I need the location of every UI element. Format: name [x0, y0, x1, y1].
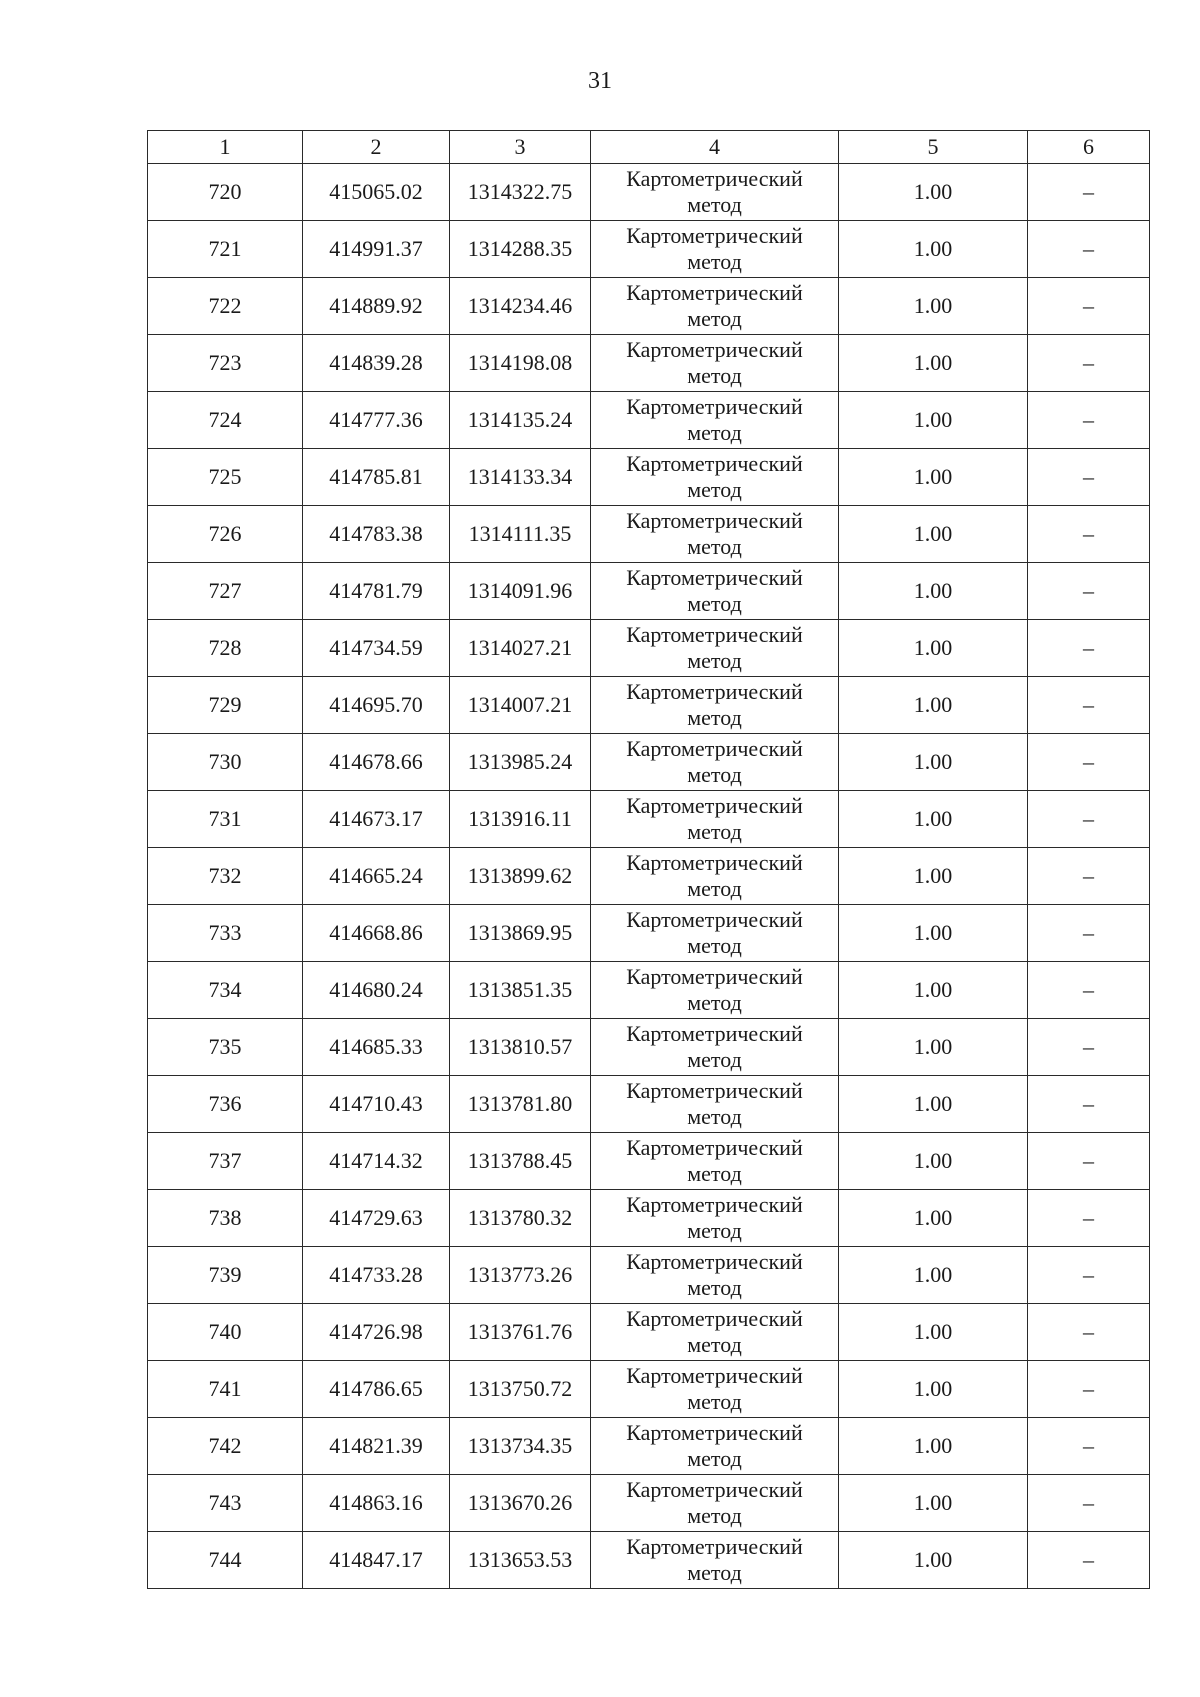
note-cell: –	[1028, 1304, 1150, 1361]
method-line-2: метод	[687, 591, 742, 616]
method-cell	[591, 962, 839, 1019]
method-cell	[591, 620, 839, 677]
note-cell: –	[1028, 1019, 1150, 1076]
y-coordinate-cell: 1313810.57	[450, 1019, 591, 1076]
accuracy-cell: 1.00	[839, 392, 1028, 449]
method-cell	[591, 221, 839, 278]
accuracy-cell: 1.00	[839, 848, 1028, 905]
table-row	[148, 1190, 1150, 1247]
method-line-2: метод	[687, 306, 742, 331]
method-line-2: метод	[687, 819, 742, 844]
y-coordinate-cell: 1313985.24	[450, 734, 591, 791]
method-cell	[591, 278, 839, 335]
method-line-1: Картометрический	[626, 1021, 803, 1046]
header-row	[148, 131, 1150, 164]
y-coordinate-cell: 1314288.35	[450, 221, 591, 278]
method-line-2: метод	[687, 933, 742, 958]
table-row	[148, 905, 1150, 962]
method-line-1: Картометрический	[626, 451, 803, 476]
method-line-1: Картометрический	[626, 223, 803, 248]
method-line-1: Картометрический	[626, 679, 803, 704]
note-cell: –	[1028, 1361, 1150, 1418]
y-coordinate-cell: 1313780.32	[450, 1190, 591, 1247]
note-cell: –	[1028, 335, 1150, 392]
method-cell	[591, 1190, 839, 1247]
y-coordinate-cell: 1314111.35	[450, 506, 591, 563]
x-coordinate-cell: 414863.16	[303, 1475, 450, 1532]
table-row	[148, 620, 1150, 677]
table-row	[148, 335, 1150, 392]
method-line-1: Картометрический	[626, 1078, 803, 1103]
method-line-2: метод	[687, 1047, 742, 1072]
accuracy-cell: 1.00	[839, 734, 1028, 791]
point-number-cell: 743	[148, 1475, 303, 1532]
table-row	[148, 791, 1150, 848]
accuracy-cell: 1.00	[839, 1475, 1028, 1532]
x-coordinate-cell: 414673.17	[303, 791, 450, 848]
point-number-cell: 740	[148, 1304, 303, 1361]
note-cell: –	[1028, 1532, 1150, 1589]
method-cell	[591, 848, 839, 905]
accuracy-cell: 1.00	[839, 164, 1028, 221]
method-line-1: Картометрический	[626, 850, 803, 875]
method-line-2: метод	[687, 990, 742, 1015]
x-coordinate-cell: 414729.63	[303, 1190, 450, 1247]
note-cell: –	[1028, 791, 1150, 848]
method-line-2: метод	[687, 705, 742, 730]
accuracy-cell: 1.00	[839, 335, 1028, 392]
y-coordinate-cell: 1313899.62	[450, 848, 591, 905]
method-cell	[591, 1247, 839, 1304]
point-number-cell: 723	[148, 335, 303, 392]
y-coordinate-cell: 1314027.21	[450, 620, 591, 677]
method-line-1: Картометрический	[626, 1477, 803, 1502]
method-line-2: метод	[687, 1332, 742, 1357]
method-line-2: метод	[687, 1275, 742, 1300]
method-line-2: метод	[687, 363, 742, 388]
x-coordinate-cell: 414991.37	[303, 221, 450, 278]
x-coordinate-cell: 414785.81	[303, 449, 450, 506]
accuracy-cell: 1.00	[839, 1190, 1028, 1247]
y-coordinate-cell: 1313916.11	[450, 791, 591, 848]
accuracy-cell: 1.00	[839, 905, 1028, 962]
method-line-1: Картометрический	[626, 1192, 803, 1217]
x-coordinate-cell: 414685.33	[303, 1019, 450, 1076]
method-line-1: Картометрический	[626, 622, 803, 647]
method-cell	[591, 164, 839, 221]
accuracy-cell: 1.00	[839, 1418, 1028, 1475]
table-row	[148, 506, 1150, 563]
point-number-cell: 727	[148, 563, 303, 620]
accuracy-cell: 1.00	[839, 506, 1028, 563]
x-coordinate-cell: 414668.86	[303, 905, 450, 962]
method-line-1: Картометрический	[626, 337, 803, 362]
y-coordinate-cell: 1314133.34	[450, 449, 591, 506]
point-number-cell: 729	[148, 677, 303, 734]
note-cell: –	[1028, 1190, 1150, 1247]
point-number-cell: 733	[148, 905, 303, 962]
x-coordinate-cell: 414821.39	[303, 1418, 450, 1475]
y-coordinate-cell: 1314135.24	[450, 392, 591, 449]
point-number-cell: 744	[148, 1532, 303, 1589]
method-cell	[591, 1475, 839, 1532]
method-line-2: метод	[687, 477, 742, 502]
method-line-1: Картометрический	[626, 508, 803, 533]
point-number-cell: 732	[148, 848, 303, 905]
header-col-6: 6	[1028, 131, 1150, 164]
accuracy-cell: 1.00	[839, 1133, 1028, 1190]
method-line-2: метод	[687, 648, 742, 673]
note-cell: –	[1028, 392, 1150, 449]
x-coordinate-cell: 414786.65	[303, 1361, 450, 1418]
x-coordinate-cell: 415065.02	[303, 164, 450, 221]
x-coordinate-cell: 414665.24	[303, 848, 450, 905]
y-coordinate-cell: 1314091.96	[450, 563, 591, 620]
method-line-2: метод	[687, 762, 742, 787]
y-coordinate-cell: 1313851.35	[450, 962, 591, 1019]
table-row	[148, 1304, 1150, 1361]
note-cell: –	[1028, 905, 1150, 962]
point-number-cell: 742	[148, 1418, 303, 1475]
note-cell: –	[1028, 1076, 1150, 1133]
method-line-1: Картометрический	[626, 1306, 803, 1331]
note-cell: –	[1028, 1418, 1150, 1475]
y-coordinate-cell: 1314198.08	[450, 335, 591, 392]
y-coordinate-cell: 1314007.21	[450, 677, 591, 734]
method-cell	[591, 506, 839, 563]
y-coordinate-cell: 1313773.26	[450, 1247, 591, 1304]
method-line-1: Картометрический	[626, 1363, 803, 1388]
point-number-cell: 741	[148, 1361, 303, 1418]
method-cell	[591, 563, 839, 620]
table-row	[148, 563, 1150, 620]
table-row	[148, 734, 1150, 791]
note-cell: –	[1028, 962, 1150, 1019]
accuracy-cell: 1.00	[839, 620, 1028, 677]
method-line-2: метод	[687, 1446, 742, 1471]
y-coordinate-cell: 1313653.53	[450, 1532, 591, 1589]
accuracy-cell: 1.00	[839, 962, 1028, 1019]
method-line-1: Картометрический	[626, 736, 803, 761]
x-coordinate-cell: 414695.70	[303, 677, 450, 734]
table-row	[148, 1133, 1150, 1190]
accuracy-cell: 1.00	[839, 1361, 1028, 1418]
note-cell: –	[1028, 1247, 1150, 1304]
coordinates-table	[147, 130, 1150, 1589]
table-header	[148, 131, 1150, 164]
header-col-3: 3	[450, 131, 591, 164]
method-cell	[591, 734, 839, 791]
method-line-1: Картометрический	[626, 1420, 803, 1445]
method-line-1: Картометрический	[626, 793, 803, 818]
x-coordinate-cell: 414781.79	[303, 563, 450, 620]
method-cell	[591, 1304, 839, 1361]
accuracy-cell: 1.00	[839, 1019, 1028, 1076]
header-col-2: 2	[303, 131, 450, 164]
x-coordinate-cell: 414839.28	[303, 335, 450, 392]
method-cell	[591, 1418, 839, 1475]
y-coordinate-cell: 1313761.76	[450, 1304, 591, 1361]
x-coordinate-cell: 414847.17	[303, 1532, 450, 1589]
point-number-cell: 734	[148, 962, 303, 1019]
note-cell: –	[1028, 1133, 1150, 1190]
method-line-1: Картометрический	[626, 1534, 803, 1559]
note-cell: –	[1028, 620, 1150, 677]
note-cell: –	[1028, 506, 1150, 563]
method-line-1: Картометрический	[626, 907, 803, 932]
x-coordinate-cell: 414733.28	[303, 1247, 450, 1304]
method-line-2: метод	[687, 192, 742, 217]
table-row	[148, 1418, 1150, 1475]
method-cell	[591, 791, 839, 848]
method-line-2: метод	[687, 249, 742, 274]
y-coordinate-cell: 1313869.95	[450, 905, 591, 962]
point-number-cell: 724	[148, 392, 303, 449]
header-col-5: 5	[839, 131, 1028, 164]
point-number-cell: 735	[148, 1019, 303, 1076]
point-number-cell: 725	[148, 449, 303, 506]
y-coordinate-cell: 1314322.75	[450, 164, 591, 221]
method-cell	[591, 1532, 839, 1589]
accuracy-cell: 1.00	[839, 1532, 1028, 1589]
y-coordinate-cell: 1313788.45	[450, 1133, 591, 1190]
accuracy-cell: 1.00	[839, 1304, 1028, 1361]
table-row	[148, 278, 1150, 335]
method-line-2: метод	[687, 1503, 742, 1528]
note-cell: –	[1028, 278, 1150, 335]
x-coordinate-cell: 414783.38	[303, 506, 450, 563]
accuracy-cell: 1.00	[839, 278, 1028, 335]
table-row	[148, 221, 1150, 278]
x-coordinate-cell: 414777.36	[303, 392, 450, 449]
x-coordinate-cell: 414710.43	[303, 1076, 450, 1133]
method-cell	[591, 1133, 839, 1190]
note-cell: –	[1028, 221, 1150, 278]
method-line-1: Картометрический	[626, 1135, 803, 1160]
x-coordinate-cell: 414734.59	[303, 620, 450, 677]
table-row	[148, 1019, 1150, 1076]
note-cell: –	[1028, 734, 1150, 791]
note-cell: –	[1028, 848, 1150, 905]
point-number-cell: 726	[148, 506, 303, 563]
y-coordinate-cell: 1313734.35	[450, 1418, 591, 1475]
method-cell	[591, 449, 839, 506]
method-line-2: метод	[687, 534, 742, 559]
table-row	[148, 1076, 1150, 1133]
accuracy-cell: 1.00	[839, 791, 1028, 848]
table-row	[148, 392, 1150, 449]
method-line-2: метод	[687, 1560, 742, 1585]
method-cell	[591, 905, 839, 962]
accuracy-cell: 1.00	[839, 1076, 1028, 1133]
x-coordinate-cell: 414714.32	[303, 1133, 450, 1190]
method-cell	[591, 1019, 839, 1076]
point-number-cell: 721	[148, 221, 303, 278]
table-row	[148, 449, 1150, 506]
method-cell	[591, 1361, 839, 1418]
method-line-2: метод	[687, 1389, 742, 1414]
note-cell: –	[1028, 563, 1150, 620]
method-line-2: метод	[687, 1161, 742, 1186]
table-body	[148, 164, 1150, 1589]
method-line-2: метод	[687, 876, 742, 901]
method-line-1: Картометрический	[626, 565, 803, 590]
y-coordinate-cell: 1314234.46	[450, 278, 591, 335]
table-row	[148, 1361, 1150, 1418]
accuracy-cell: 1.00	[839, 1247, 1028, 1304]
point-number-cell: 736	[148, 1076, 303, 1133]
x-coordinate-cell: 414889.92	[303, 278, 450, 335]
note-cell: –	[1028, 677, 1150, 734]
method-line-1: Картометрический	[626, 394, 803, 419]
y-coordinate-cell: 1313670.26	[450, 1475, 591, 1532]
x-coordinate-cell: 414726.98	[303, 1304, 450, 1361]
method-line-1: Картометрический	[626, 1249, 803, 1274]
method-line-1: Картометрический	[626, 280, 803, 305]
point-number-cell: 730	[148, 734, 303, 791]
note-cell: –	[1028, 164, 1150, 221]
table-row	[148, 962, 1150, 1019]
x-coordinate-cell: 414680.24	[303, 962, 450, 1019]
method-line-2: метод	[687, 420, 742, 445]
point-number-cell: 731	[148, 791, 303, 848]
point-number-cell: 737	[148, 1133, 303, 1190]
point-number-cell: 722	[148, 278, 303, 335]
table-row	[148, 1247, 1150, 1304]
page-number: 31	[588, 68, 612, 94]
method-line-2: метод	[687, 1218, 742, 1243]
accuracy-cell: 1.00	[839, 221, 1028, 278]
method-line-2: метод	[687, 1104, 742, 1129]
method-line-1: Картометрический	[626, 166, 803, 191]
method-cell	[591, 335, 839, 392]
accuracy-cell: 1.00	[839, 449, 1028, 506]
point-number-cell: 728	[148, 620, 303, 677]
method-cell	[591, 1076, 839, 1133]
table-row	[148, 164, 1150, 221]
point-number-cell: 720	[148, 164, 303, 221]
point-number-cell: 738	[148, 1190, 303, 1247]
header-col-4: 4	[591, 131, 839, 164]
note-cell: –	[1028, 1475, 1150, 1532]
note-cell: –	[1028, 449, 1150, 506]
method-cell	[591, 392, 839, 449]
header-col-1: 1	[148, 131, 303, 164]
table-row	[148, 1475, 1150, 1532]
accuracy-cell: 1.00	[839, 563, 1028, 620]
table-row	[148, 848, 1150, 905]
method-cell	[591, 677, 839, 734]
table-row	[148, 1532, 1150, 1589]
y-coordinate-cell: 1313781.80	[450, 1076, 591, 1133]
table-row	[148, 677, 1150, 734]
y-coordinate-cell: 1313750.72	[450, 1361, 591, 1418]
method-line-1: Картометрический	[626, 964, 803, 989]
x-coordinate-cell: 414678.66	[303, 734, 450, 791]
point-number-cell: 739	[148, 1247, 303, 1304]
accuracy-cell: 1.00	[839, 677, 1028, 734]
